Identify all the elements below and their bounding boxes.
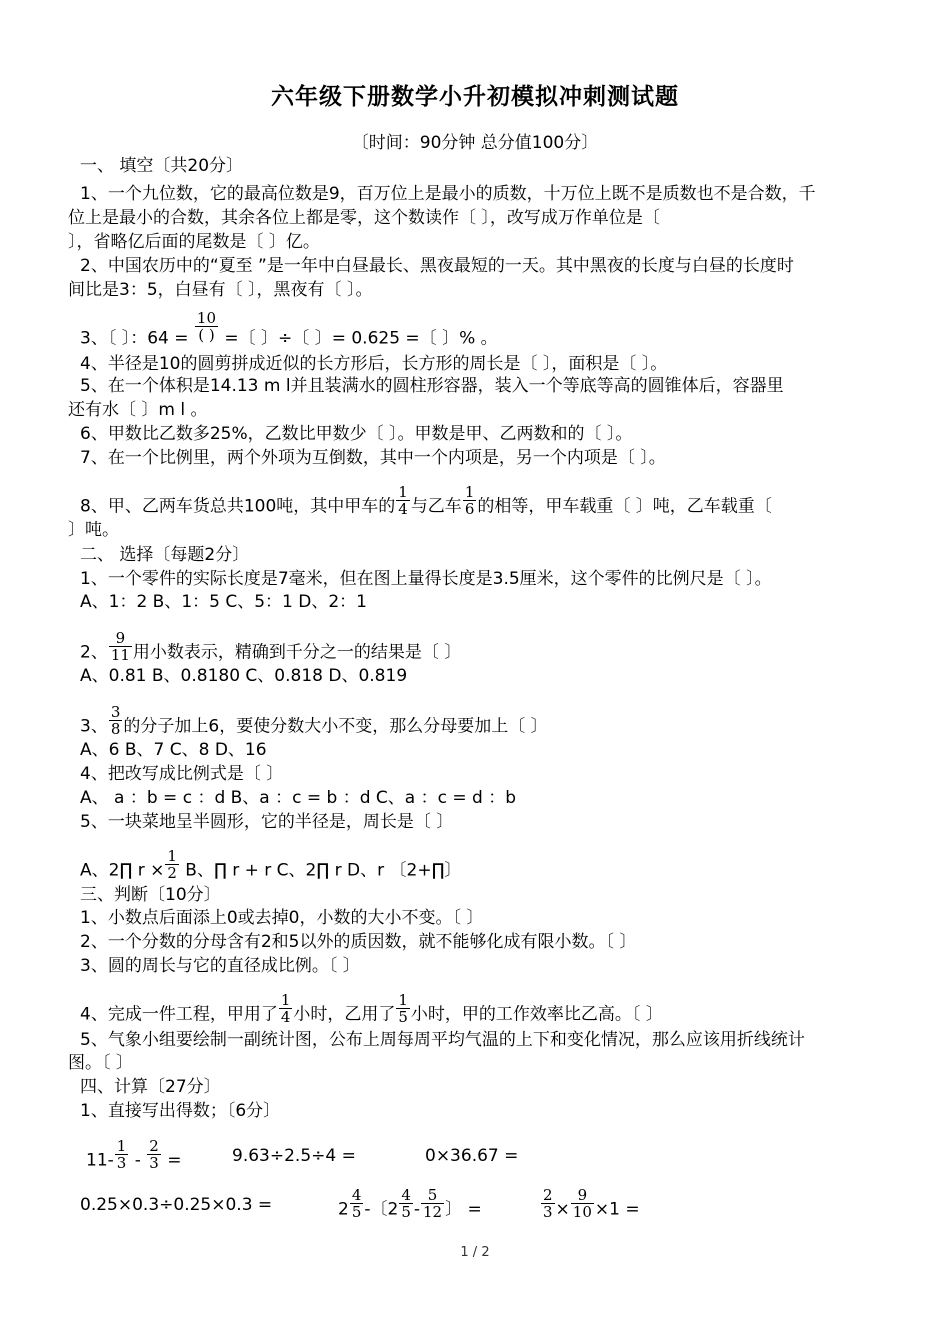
s2-q4: 4、把改写成比例式是〔 〕 bbox=[80, 764, 284, 784]
s4-r2-fraction-4 bbox=[541, 1187, 555, 1220]
s1-q3 bbox=[80, 309, 498, 355]
s4-r2-b: 2 bbox=[338, 1199, 349, 1220]
s3-q2: 2、一个分数的分母含有2和5以外的质因数，就不能够化成有限小数。〔 〕 bbox=[80, 932, 637, 952]
section-3-heading: 三、判断〔10分〕 bbox=[80, 885, 221, 905]
s3-q5-line1: 5、气象小组要绘制一副统计图，公布上周每周平均气温的上下和变化情况，那么应该用折线统计 bbox=[80, 1030, 805, 1050]
s4-r2-e: 〕 = bbox=[445, 1199, 482, 1220]
s4-row1-item1 bbox=[86, 1137, 182, 1177]
section-2-heading: 二、 选择〔每题2分〕 bbox=[80, 545, 250, 565]
s3-q4 bbox=[80, 991, 663, 1031]
s4-r2-d: - bbox=[413, 1199, 421, 1220]
section-1-heading: 一、 填空〔共20分〕 bbox=[80, 156, 244, 176]
s2-q5-denominator: 2 bbox=[167, 864, 177, 882]
s4-r2-f5-denominator: 10 bbox=[572, 1203, 592, 1221]
s4-r2-fraction-3 bbox=[421, 1187, 444, 1220]
s1-q6: 6、甲数比乙数多25%，乙数比甲数少〔 〕。甲数是甲、乙两数和的〔 〕。 bbox=[80, 424, 633, 444]
s4-row2-item1: 0.25×0.3÷0.25×0.3 = bbox=[80, 1195, 273, 1215]
s1-q8-line2: 〕吨。 bbox=[68, 520, 119, 540]
s1-q8-f1-numerator: 1 bbox=[398, 483, 408, 501]
s4-r2-f1-denominator: 5 bbox=[351, 1203, 362, 1221]
s4-row2-item2 bbox=[338, 1186, 482, 1226]
s4-r2-f3-numerator: 5 bbox=[421, 1187, 444, 1204]
s1-q8-f1-denominator: 4 bbox=[398, 500, 408, 518]
s4-q1: 1、直接写出得数；〔6分〕 bbox=[80, 1101, 281, 1121]
s2-q3-numerator: 3 bbox=[110, 703, 121, 721]
s2-q2-fraction bbox=[109, 630, 132, 663]
s4-r2-f2-numerator: 4 bbox=[401, 1186, 411, 1204]
s2-q1: 1、一个零件的实际长度是7毫米，但在图上量得长度是3.5厘米，这个零件的比例尺是〔 〕。 bbox=[80, 569, 772, 589]
s1-q1-line3: 〕，省略亿后面的尾数是〔 〕亿。 bbox=[68, 232, 320, 252]
page-title: 六年级下册数学小升初模拟冲刺测试题 bbox=[271, 84, 679, 110]
s1-q3-numerator: 10 bbox=[196, 309, 216, 327]
s4-r1-f1-denominator: 3 bbox=[116, 1154, 127, 1172]
s1-q8-fraction-1 bbox=[396, 484, 410, 517]
s1-q8-fraction-2 bbox=[463, 484, 477, 517]
s2-q5-numerator: 1 bbox=[167, 847, 177, 865]
page-number: 1 / 2 bbox=[460, 1245, 490, 1260]
s3-q5-line2: 图。〔 〕 bbox=[68, 1053, 133, 1073]
s4-r2-fraction-1 bbox=[350, 1187, 364, 1220]
s1-q5-line1: 5、在一个体积是14.13 m l并且装满水的圆柱形容器，装入一个等底等高的圆锥体后，容器里 bbox=[80, 376, 784, 396]
s2-q3-options: A、6 B、7 C、8 D、16 bbox=[80, 740, 267, 760]
s4-row1-item2: 9.63÷2.5÷4 = bbox=[232, 1146, 356, 1166]
s4-r1-f2-numerator: 2 bbox=[149, 1137, 159, 1155]
s2-q3-denominator: 8 bbox=[110, 720, 121, 738]
s4-r2-f3-denominator: 12 bbox=[423, 1203, 443, 1221]
s4-r2-f4-numerator: 2 bbox=[543, 1186, 553, 1204]
s1-q1-line2: 位上是最小的合数，其余各位上都是零，这个数读作〔 〕，改写成万作单位是〔 bbox=[68, 208, 660, 228]
s4-r1-b: - bbox=[129, 1150, 147, 1171]
s2-q3-prefix: 3、 bbox=[80, 716, 108, 737]
s1-q3-suffix: =〔 〕÷〔 〕= 0.625 =〔 〕% 。 bbox=[224, 328, 498, 349]
s4-row1-item3: 0×36.67 = bbox=[425, 1146, 519, 1166]
s1-q3-prefix: 3、〔 〕：64 = bbox=[80, 328, 189, 349]
s1-q2-line1: 2、中国农历中的“夏至 ”是一年中白昼最长、黑夜最短的一天。其中黑夜的长度与白昼的长度时 bbox=[80, 256, 794, 276]
s4-r2-f1-numerator: 4 bbox=[351, 1186, 362, 1204]
s4-r2-f5-numerator: 9 bbox=[571, 1187, 594, 1204]
s4-r2-c: -〔2 bbox=[364, 1199, 399, 1220]
s1-q8-f2-denominator: 6 bbox=[464, 500, 475, 518]
s2-q3-suffix: 的分子加上6，要使分数大小不变，那么分母要加上〔 〕 bbox=[123, 716, 548, 737]
s4-r1-f2-denominator: 3 bbox=[149, 1154, 159, 1172]
s4-r2-f2-denominator: 5 bbox=[401, 1203, 411, 1221]
s3-q4-f2-denominator: 5 bbox=[398, 1008, 408, 1026]
s2-q2-options: A、0.81 B、0.8180 C、0.818 D、0.819 bbox=[80, 666, 408, 686]
s3-q4-fraction-1 bbox=[279, 992, 293, 1025]
page-subtitle: 〔时间：90分钟 总分值100分〕 bbox=[351, 133, 599, 153]
s1-q8-prefix: 8、甲、乙两车货总共100吨，其中甲车的 bbox=[80, 496, 396, 517]
s2-q2-numerator: 9 bbox=[109, 630, 132, 647]
s2-q3-fraction bbox=[109, 704, 123, 737]
s1-q2-line2: 间比是3：5，白昼有〔 〕，黑夜有〔 〕。 bbox=[68, 280, 373, 300]
s4-r1-c: = bbox=[161, 1150, 182, 1171]
s3-q4-prefix: 4、完成一件工程，甲用了 bbox=[80, 1004, 278, 1025]
s1-q8-suffix: 的相等，甲车载重〔 〕吨，乙车载重〔 bbox=[477, 496, 772, 517]
s4-r2-f4-denominator: 3 bbox=[543, 1203, 553, 1221]
s4-r1-a: 11- bbox=[86, 1150, 114, 1171]
s1-q5-line2: 还有水〔 〕m l 。 bbox=[68, 400, 208, 420]
s1-q3-denominator: ( ) bbox=[198, 326, 215, 344]
s3-q4-middle: 小时，乙用了 bbox=[293, 1004, 396, 1025]
s2-q1-options: A、1：2 B、1：5 C、5：1 D、2：1 bbox=[80, 592, 367, 612]
s3-q4-f1-denominator: 4 bbox=[280, 1008, 291, 1026]
s3-q4-fraction-2 bbox=[396, 992, 410, 1025]
s3-q4-suffix: 小时，甲的工作效率比乙高。〔 〕 bbox=[410, 1004, 663, 1025]
s3-q1: 1、小数点后面添上0或去掉0，小数的大小不变。〔 〕 bbox=[80, 908, 484, 928]
s1-q8-line1 bbox=[80, 483, 772, 523]
s2-q5-options-suffix: B、∏ r + r C、2∏ r D、r 〔2+∏〕 bbox=[179, 860, 462, 881]
s4-r2-fraction-2 bbox=[399, 1187, 413, 1220]
s3-q4-f1-numerator: 1 bbox=[280, 991, 291, 1009]
s4-row2-item3 bbox=[540, 1186, 640, 1226]
s1-q1-line1: 1、一个九位数，它的最高位数是9，百万位上是最小的质数，十万位上既不是质数也不是合数，千 bbox=[80, 184, 816, 204]
s1-q8-middle: 与乙车 bbox=[410, 496, 462, 517]
section-4-heading: 四、计算〔27分〕 bbox=[80, 1077, 221, 1097]
s4-r1-fraction-2 bbox=[147, 1138, 161, 1171]
s1-q4: 4、半径是10的圆剪拼成近似的长方形后，长方形的周长是〔 〕，面积是〔 〕。 bbox=[80, 354, 668, 374]
s2-q4-options: A、 a ：b = c ：d B、a ：c = b ：d C、a ：c = d ：b bbox=[80, 788, 516, 808]
s4-r2-fraction-5 bbox=[571, 1187, 594, 1220]
s3-q4-f2-numerator: 1 bbox=[398, 991, 408, 1009]
s2-q2-denominator: 11 bbox=[110, 646, 130, 664]
s4-r1-fraction-1 bbox=[115, 1138, 129, 1171]
s2-q2-suffix: 用小数表示，精确到千分之一的结果是〔 〕 bbox=[132, 642, 462, 663]
s1-q7: 7、在一个比例里，两个外项为互倒数，其中一个内项是，另一个内项是〔 〕。 bbox=[80, 448, 666, 468]
s4-r2-g: ×1 = bbox=[594, 1199, 640, 1220]
s2-q5-fraction bbox=[165, 848, 179, 881]
s2-q5-options-prefix: A、2∏ r × bbox=[80, 860, 165, 881]
s1-q3-fraction bbox=[195, 310, 218, 343]
s4-r1-f1-numerator: 1 bbox=[116, 1137, 127, 1155]
s2-q5: 5、一块菜地呈半圆形，它的半径是，周长是〔 〕 bbox=[80, 812, 454, 832]
s3-q3: 3、圆的周长与它的直径成比例。〔 〕 bbox=[80, 956, 360, 976]
s4-r2-f: × bbox=[555, 1199, 570, 1220]
s2-q2-prefix: 2、 bbox=[80, 642, 108, 663]
s1-q8-f2-numerator: 1 bbox=[464, 483, 475, 501]
